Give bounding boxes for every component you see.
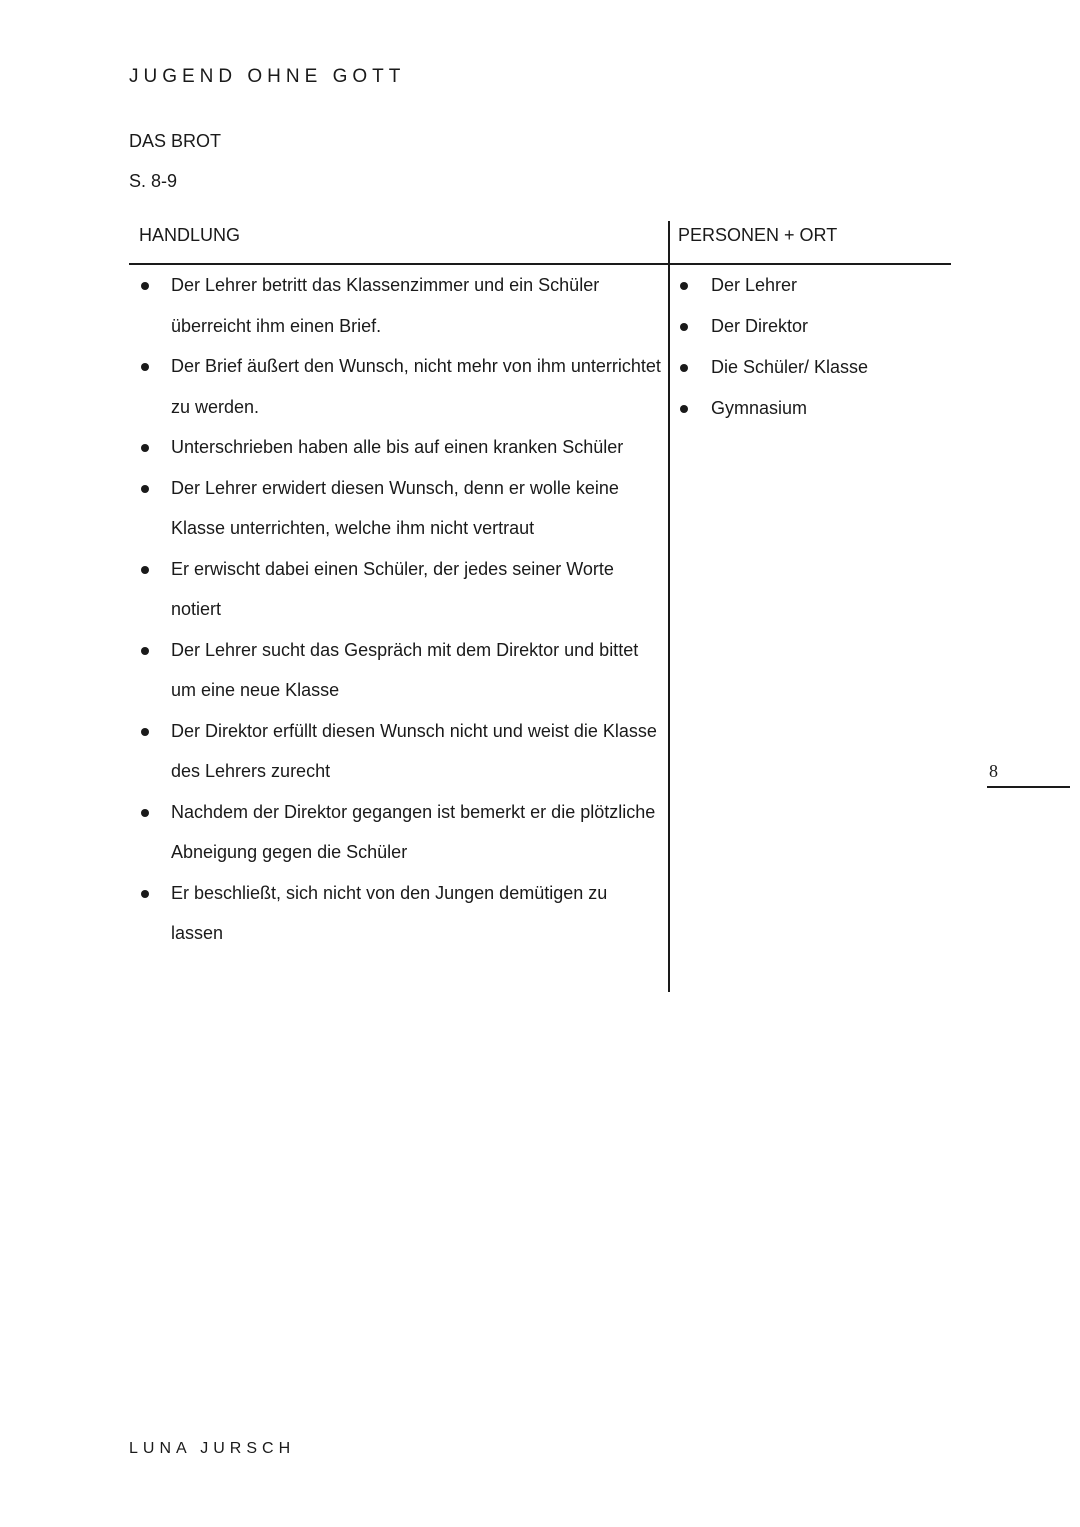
plot-item-text: Er beschließt, sich nicht von den Jungen demütigen zu lassen [171,882,608,943]
people-item [669,347,949,388]
bullet-icon [141,728,149,736]
plot-item-text: Der Brief äußert den Wunsch, nicht mehr von ihm unterrichtet zu werden. [171,356,661,417]
plot-item-text: Der Lehrer sucht das Gespräch mit dem Direktor und bittet um eine neue Klasse [171,639,639,700]
page-number-rule [987,786,1070,788]
bullet-icon [680,405,688,413]
plot-item [129,873,664,954]
footer-author: LUNA JURSCH [129,1440,296,1457]
bullet-icon [141,363,149,371]
people-item-text: Der Direktor [711,316,809,336]
people-item-text: Der Lehrer [711,275,798,295]
plot-item [129,630,664,711]
plot-item-text: Der Lehrer betritt das Klassenzimmer und ein Schüler überreicht ihm einen Brief. [171,275,600,336]
page-range: S. 8-9 [129,171,178,191]
document-header-title: JUGEND OHNE GOTT [129,66,406,87]
plot-item [129,265,664,346]
bullet-icon [141,566,149,574]
bullet-icon [141,890,149,898]
plot-item [129,468,664,549]
plot-column-heading: HANDLUNG [139,225,241,245]
people-item-text: Gymnasium [711,398,808,418]
bullet-icon [141,485,149,493]
plot-item-text: Unterschrieben haben alle bis auf einen kranken Schüler [171,437,624,457]
summary-table [129,221,951,992]
bullet-icon [141,282,149,290]
chapter-title: DAS BROT [129,131,222,151]
plot-list [129,265,664,954]
plot-item-text: Der Lehrer erwidert diesen Wunsch, denn er wolle keine Klasse unterrichten, welche ihm nicht vertraut [171,477,619,538]
bullet-icon [141,444,149,452]
plot-item-text: Er erwischt dabei einen Schüler, der jedes seiner Worte notiert [171,558,614,619]
people-item-text: Die Schüler/ Klasse [711,357,869,377]
bullet-icon [680,364,688,372]
bullet-icon [680,282,688,290]
plot-item-text: Der Direktor erfüllt diesen Wunsch nicht und weist die Klasse des Lehrers zurecht [171,720,657,781]
people-item [669,265,949,306]
people-item [669,306,949,347]
bullet-icon [141,809,149,817]
plot-item-text: Nachdem der Direktor gegangen ist bemerkt er die plötzliche Abneigung gegen die Schüler [171,801,656,862]
plot-item [129,427,664,468]
people-places-list [669,265,949,429]
plot-item [129,711,664,792]
bullet-icon [680,323,688,331]
people-item [669,388,949,429]
page-number: 8 [989,761,998,781]
plot-item [129,549,664,630]
people-column-heading: PERSONEN + ORT [678,225,838,245]
plot-item [129,346,664,427]
plot-item [129,792,664,873]
bullet-icon [141,647,149,655]
